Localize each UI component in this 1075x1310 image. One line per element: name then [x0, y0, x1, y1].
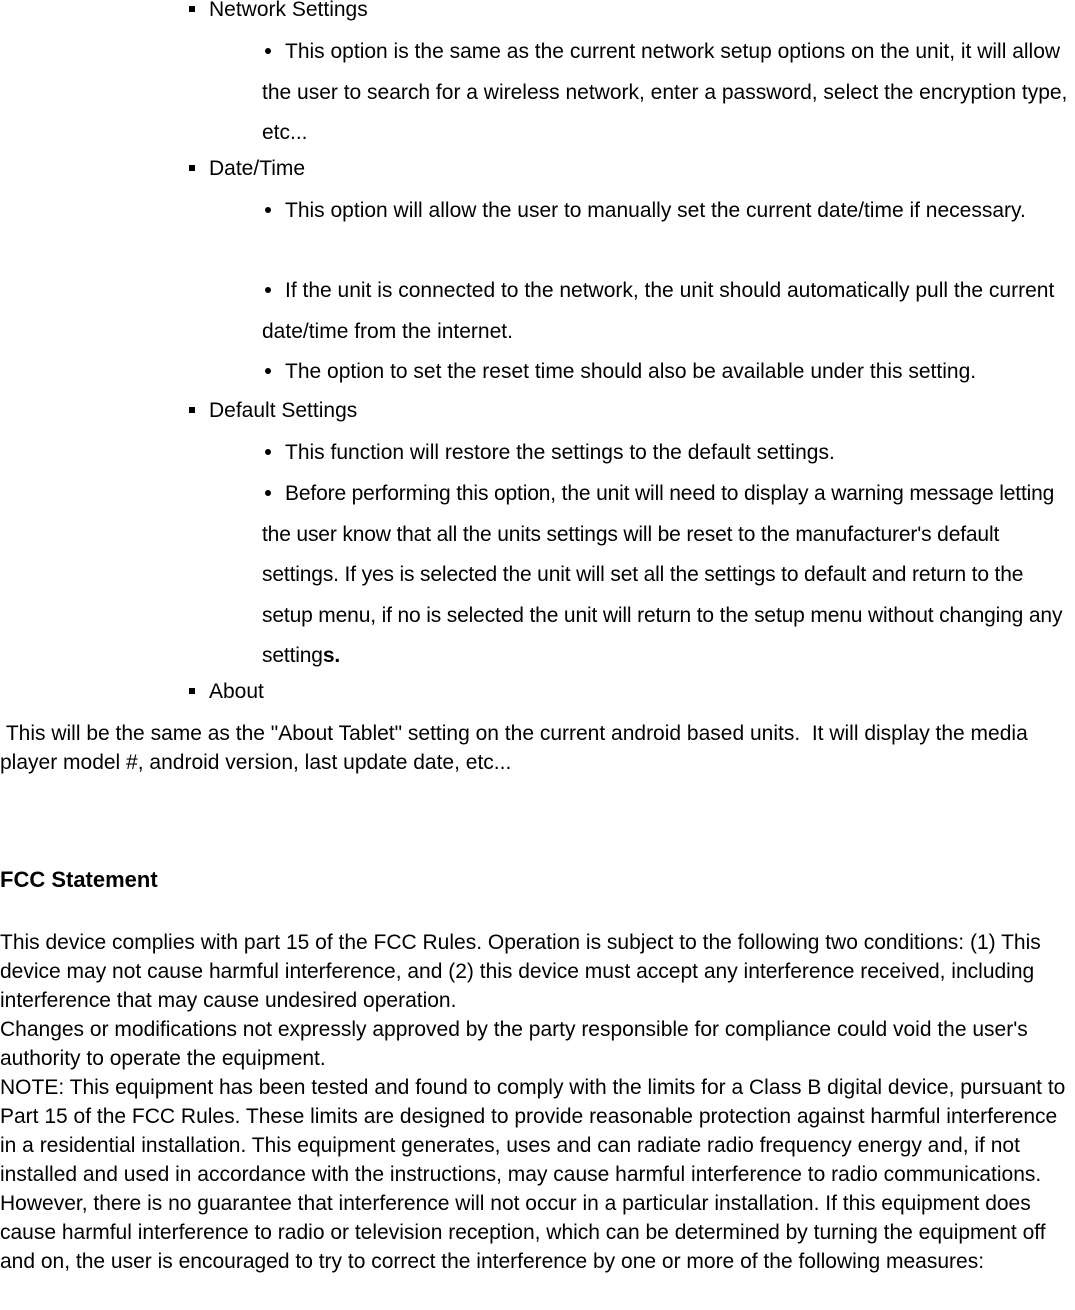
section-label: Date/Time [209, 157, 306, 180]
square-bullet-icon [189, 165, 195, 171]
fcc-paragraph-1: This device complies with part 15 of the FCC Rules. Operation is subject to the following two conditions: (1) This device may not cause harmful interference, and (2) this device must accept any interference received, including interference that may cause undesired operation. [0, 931, 1041, 1012]
section-label: About [209, 680, 264, 703]
fcc-heading: FCC Statement [0, 867, 158, 892]
bullet-text: This option will allow the user to manually set the current date/time if necessary. [285, 199, 1026, 222]
bullet-default-2 [262, 474, 1075, 677]
section-network-settings [189, 0, 368, 22]
bullet-text: The option to set the reset time should also be available under this setting. [285, 360, 977, 383]
round-bullet-icon [265, 490, 271, 496]
about-paragraph: This will be the same as the "About Tablet" setting on the current android based units. It will display the media player model #, android version, last update date, etc... [0, 722, 1034, 774]
section-label: Network Settings [209, 0, 368, 21]
round-bullet-icon [265, 287, 271, 293]
bullet-date-time-3 [262, 352, 1075, 393]
round-bullet-icon [265, 48, 271, 54]
bullet-default-1 [262, 433, 1075, 474]
bullet-text: This function will restore the settings to the default settings. [285, 441, 835, 464]
round-bullet-icon [265, 207, 271, 213]
square-bullet-icon [189, 6, 195, 12]
round-bullet-icon [265, 449, 271, 455]
bullet-network-1 [262, 32, 1075, 154]
bullet-date-time-2 [262, 271, 1075, 352]
section-label: Default Settings [209, 399, 358, 422]
bullet-text-bold-end: s. [322, 644, 341, 667]
fcc-paragraph-2: Changes or modifications not expressly approved by the party responsible for compliance could void the user's authority to operate the equipment. [0, 1018, 1028, 1070]
round-bullet-icon [265, 368, 271, 374]
bullet-date-time-1 [262, 191, 1075, 232]
section-default-settings [189, 399, 357, 423]
square-bullet-icon [189, 688, 195, 694]
section-date-time [189, 157, 305, 181]
bullet-text: This option is the same as the current network setup options on the unit, it will allow the user to search for a wireless network, enter a password, select the encryption type, etc... [262, 40, 1068, 144]
square-bullet-icon [189, 407, 195, 413]
fcc-paragraph-3: NOTE: This equipment has been tested and found to comply with the limits for a Class B digital device, pursuant to Part 15 of the FCC Rules. These limits are designed to provide reasonable protection against harmful interference in a residential installation. This equipment generates, uses and can radiate radio frequency energy and, if not installed and used in accordance with the instructions, may cause harmful interference to radio communications. However, there is no guarantee that interference will not occur in a particular installation. If this equipment does cause harmful interference to radio or television reception, which can be determined by turning the equipment off and on, the user is encouraged to try to correct the interference by one or more of the following measures: [0, 1076, 1066, 1273]
bullet-text: Before performing this option, the unit will need to display a warning message letting the user know that all the units settings will be reset to the manufacturer's default settings. If yes is selected the unit will set all the settings to default and return to the setup menu, if no is selected the unit will return to the setup menu without changing any setting [262, 482, 1063, 667]
section-about [189, 680, 264, 704]
bullet-text: If the unit is connected to the network, the unit should automatically pull the current date/time from the internet. [262, 279, 1055, 343]
